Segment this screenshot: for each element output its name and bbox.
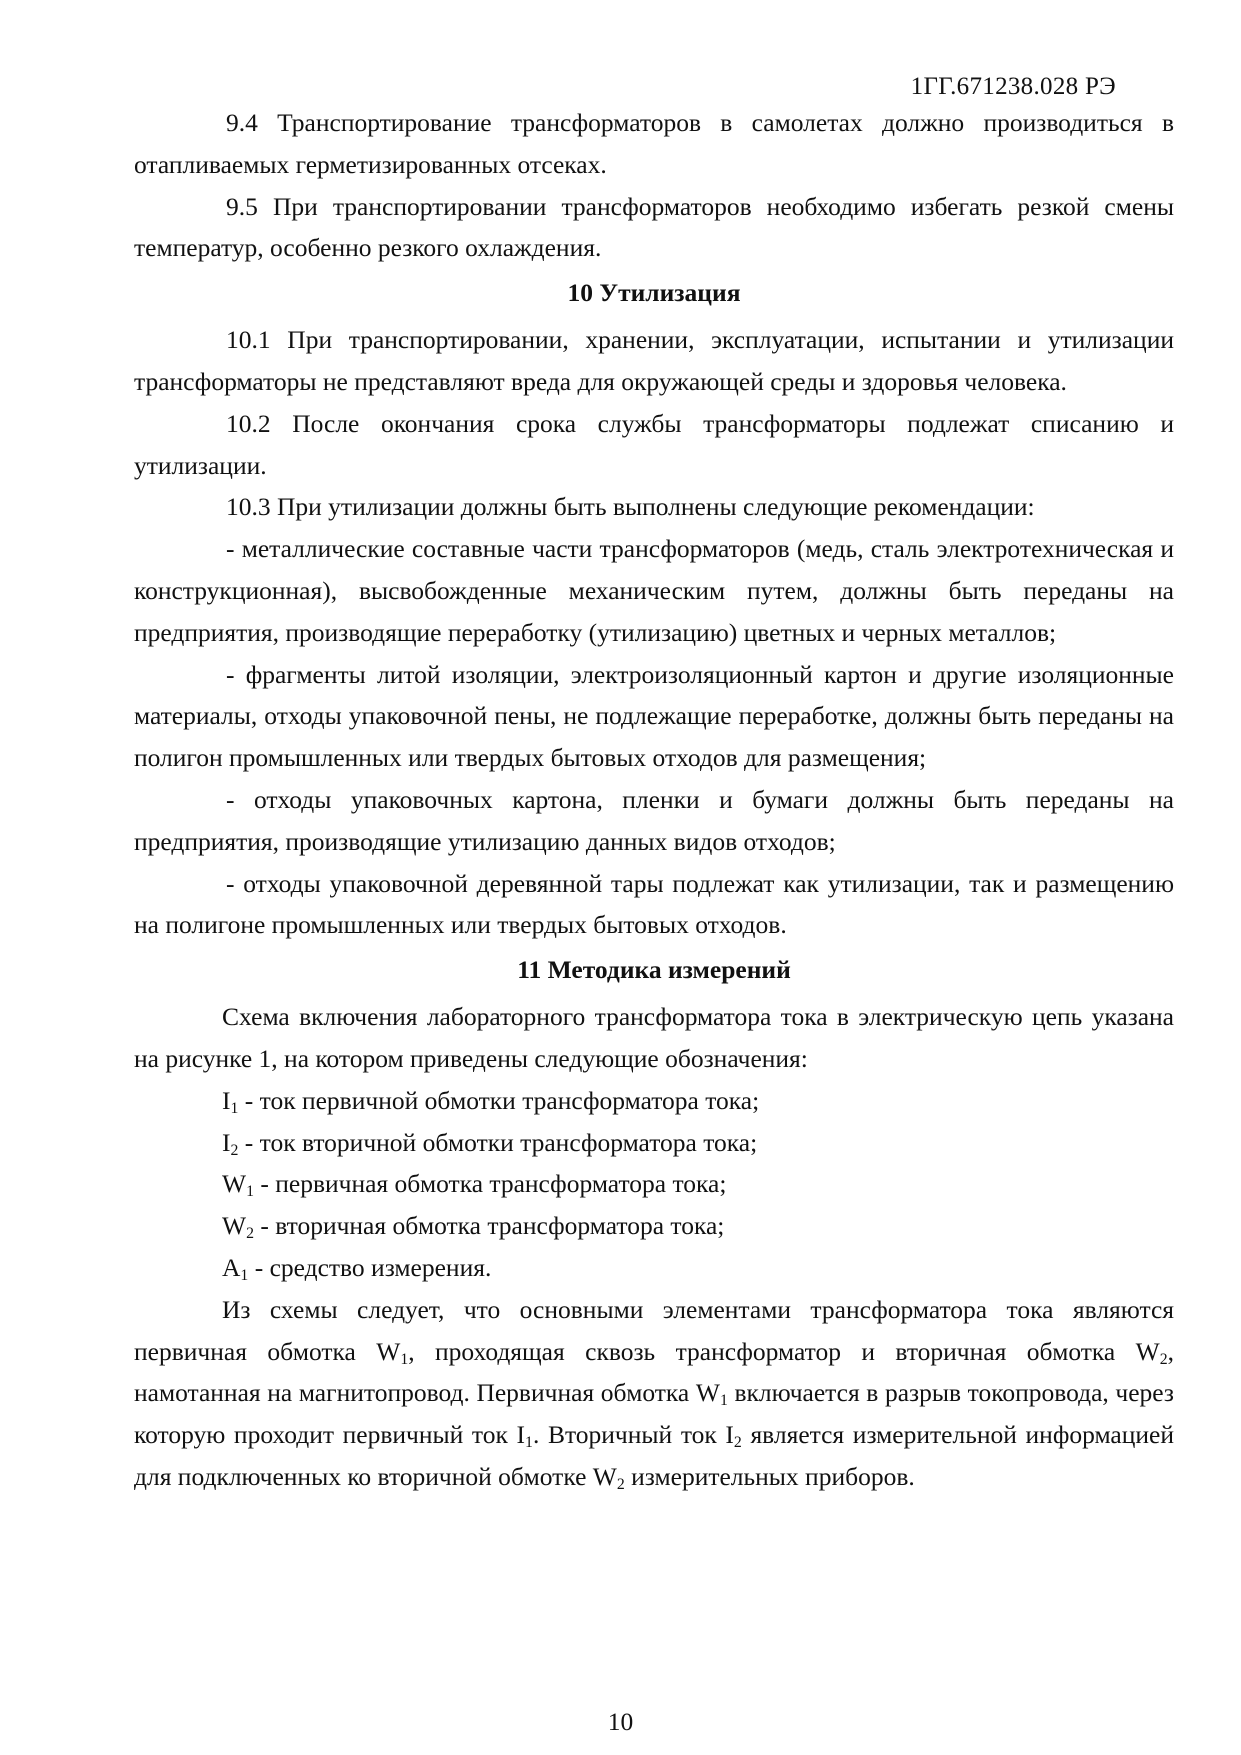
definition-symbol: I xyxy=(222,1085,231,1115)
definition-symbol: I xyxy=(222,1127,231,1157)
definition-symbol: A xyxy=(222,1252,241,1282)
definition-symbol: W xyxy=(222,1211,247,1241)
list-item: - отходы упаковочной деревянной тары подлежат как утилизации, так и размещению на полигоне промышленных или твердых бытовых отходов. xyxy=(134,868,1174,940)
text-run: , намотанная на магнитопровод. Первичная обмотка W xyxy=(134,1336,1174,1408)
definition-subscript: 1 xyxy=(230,1099,239,1117)
paragraph-9-4: 9.4 Транспортирование трансформаторов в самолетах должно производиться в отапливаемых герметизированных отсеках. xyxy=(134,108,1174,179)
list-item: - металлические составные части трансформаторов (медь, сталь электротехническая и конструкционная), высвобожденные механическим путем, должны быть переданы на предприятия, производящие переработку (утилизацию) цветных и черных металлов; xyxy=(134,534,1174,647)
definition-item xyxy=(134,1080,1174,1122)
paragraph-10-2: 10.2 После окончания срока службы трансформаторы подлежат списанию и утилизации. xyxy=(134,408,1174,480)
document-code: 1ГГ.671238.028 РЭ xyxy=(910,73,1116,100)
paragraph-11-intro: Схема включения лабораторного трансформатора тока в электрическую цепь указана на рисунке 1, на котором приведены следующие обозначения: xyxy=(134,1002,1174,1073)
text-run: является измерительной информацией для подключенных ко вторичной обмотке W xyxy=(134,1420,1174,1491)
page-content xyxy=(134,102,1174,1498)
text-run: , проходящая сквозь трансформатор и вторичная обмотка W xyxy=(408,1336,1160,1366)
text-run: . Вторичный ток I xyxy=(532,1420,734,1450)
subscript: 2 xyxy=(1159,1350,1168,1368)
definition-subscript: 2 xyxy=(246,1225,254,1243)
list-item: - отходы упаковочных картона, пленки и бумаги должны быть переданы на предприятия, производящие утилизацию данных видов отходов; xyxy=(134,784,1174,856)
definition-item xyxy=(134,1247,1174,1289)
list-item: - фрагменты литой изоляции, электроизоляционный картон и другие изоляционные материалы, отходы упаковочной пены, не подлежащие переработке, должны быть переданы на полигон промышленных или твердых бытовых отходов для размещения; xyxy=(134,659,1174,773)
definition-text: - средство измерения. xyxy=(248,1252,492,1282)
definition-subscript: 1 xyxy=(240,1266,249,1284)
definition-text: - первичная обмотка трансформатора тока; xyxy=(253,1169,727,1199)
definition-text: - вторичная обмотка трансформатора тока; xyxy=(253,1211,725,1241)
page-number: 10 xyxy=(607,1707,634,1736)
text-run: измерительных приборов. xyxy=(624,1461,915,1491)
definition-item xyxy=(134,1122,1174,1164)
text-run: включается в разрыв токопровода, через которую проходит первичный ток I xyxy=(134,1378,1174,1450)
paragraph-9-5: 9.5 При транспортировании трансформаторов необходимо избегать резкой смены температур, особенно резкого охлаждения. xyxy=(134,191,1174,263)
subscript: 1 xyxy=(525,1434,533,1452)
subscript: 2 xyxy=(733,1434,742,1452)
definition-text: - ток первичной обмотки трансформатора тока; xyxy=(238,1085,760,1115)
definition-item xyxy=(134,1163,1174,1205)
definition-subscript: 1 xyxy=(246,1183,254,1201)
section-11-title: 11 Методика измерений xyxy=(517,955,791,985)
definition-subscript: 2 xyxy=(230,1141,239,1159)
definition-item xyxy=(134,1205,1174,1247)
paragraph-11-conclusion xyxy=(134,1289,1174,1498)
paragraph-10-1: 10.1 При транспортировании, хранении, эксплуатации, испытании и утилизации трансформаторы не представляют вреда для окружающей среды и здоровья человека. xyxy=(134,325,1174,396)
subscript: 1 xyxy=(400,1350,409,1368)
definition-text: - ток вторичной обмотки трансформатора тока; xyxy=(238,1127,758,1157)
subscript: 2 xyxy=(616,1475,625,1493)
section-10-title: 10 Утилизация xyxy=(567,278,741,308)
subscript: 1 xyxy=(719,1392,728,1410)
text-run: Из схемы следует, что основными элементами трансформатора тока являются первичная обмотка W xyxy=(134,1294,1174,1366)
definition-symbol: W xyxy=(222,1169,247,1199)
paragraph-10-3: 10.3 При утилизации должны быть выполнены следующие рекомендации: xyxy=(226,492,1035,522)
